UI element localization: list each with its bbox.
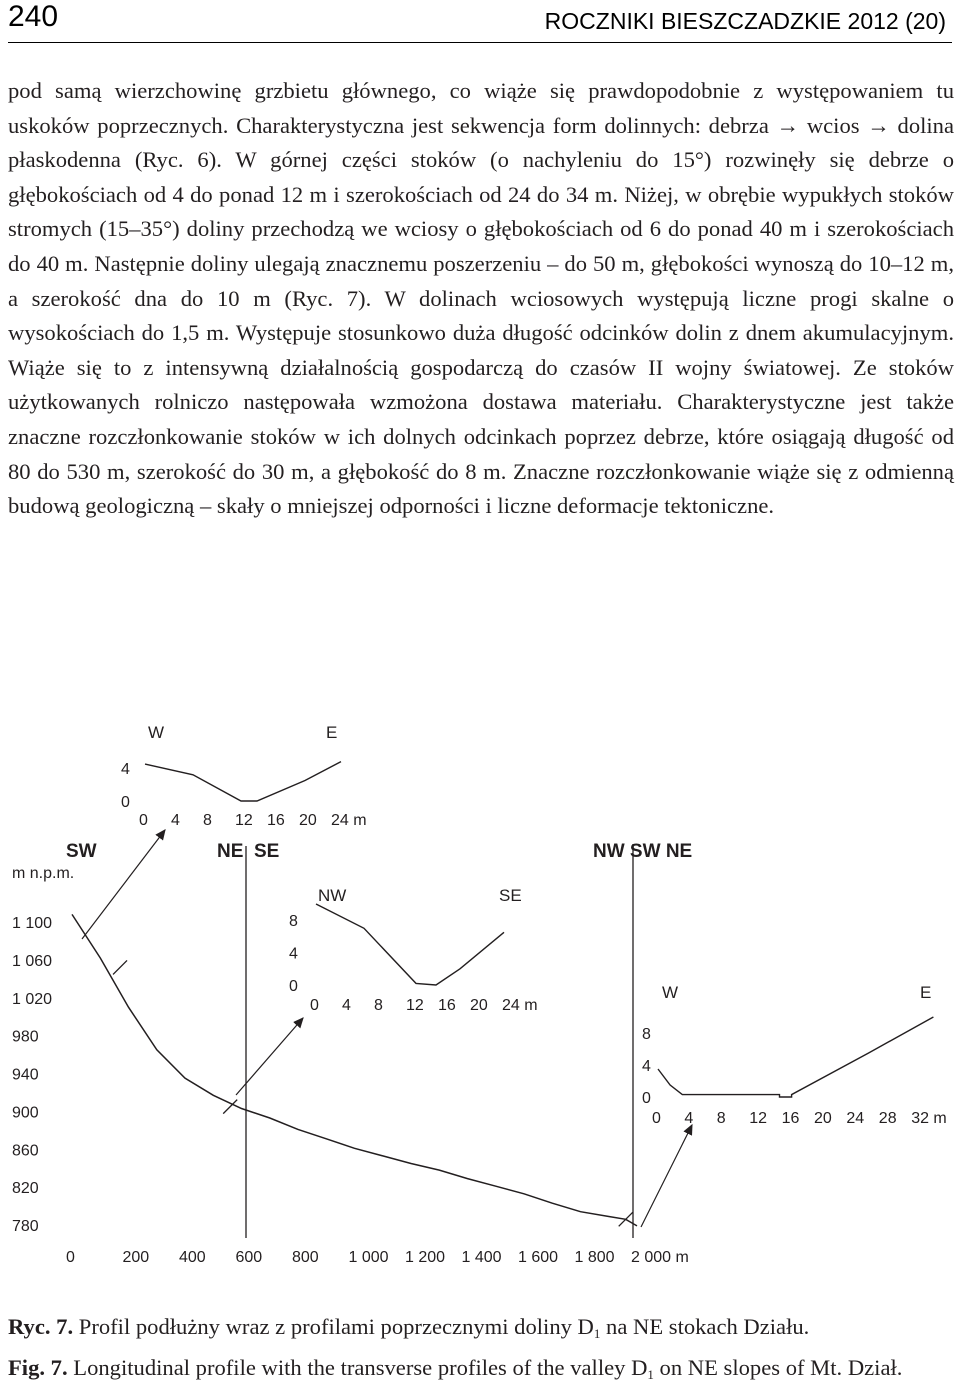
pointer-arrow — [641, 1125, 692, 1227]
x-axis-tick-labels — [66, 1249, 689, 1266]
x-tick-label: 1 800 — [574, 1249, 615, 1266]
y-tick-label: 900 — [12, 1104, 39, 1122]
inset-x-tick: 4 — [342, 997, 351, 1014]
profile-cross-marker — [619, 1212, 633, 1226]
caption-polish — [8, 1310, 954, 1351]
orientation-label-right: SE — [499, 886, 522, 905]
elevation-unit-label: m n.p.m. — [12, 865, 75, 882]
y-tick-label: 980 — [12, 1028, 39, 1046]
x-tick-label: 600 — [235, 1249, 263, 1266]
inset-x-tick: 16 — [781, 1110, 800, 1127]
x-tick-label: 1 200 — [405, 1249, 446, 1266]
inset-x-tick: 8 — [374, 997, 383, 1014]
inset-y-tick: 0 — [289, 978, 298, 995]
section-label-nw-sw-ne: NW SW NE — [593, 841, 693, 862]
orientation-label-right: E — [920, 983, 932, 1002]
caption-en-label: Fig. 7. — [8, 1355, 68, 1380]
orientation-label-left: W — [148, 723, 165, 742]
transverse-profile-insets — [121, 723, 947, 1127]
inset-y-tick: 4 — [121, 761, 130, 779]
x-tick-label: 800 — [292, 1249, 319, 1266]
inset-x-tick: 32 m — [911, 1110, 947, 1127]
caption-pl-sub: 1 — [593, 1326, 601, 1341]
body-paragraph: pod samą wierzchowinę grzbietu głównego, co wiąże się prawdopodobnie z występowaniem tu uskoków poprzecznych. Charakterystyczna jest sekwencja form dolinnych: debrza → wcios → dolina płaskodenna (Ryc. 6). W górnej części stoków (o nachyleniu do 15°) rozwinęły się debrze o głębokościach od 4 do ponad 12 m i szerokościach od 24 do 34 m. Niżej, w obrębie wypukłych stoków stromych (15–35°) doliny przechodzą we wciosy o głębokościach od 6 do ponad 40 m i szerokościach do 40 m. Następnie doliny ulegają znacznemu poszerzeniu – do 50 m, głębokości wynoszą do 10–12 m, a szerokość dna do 10 m (Ryc. 7). W dolinach wciosowych występują liczne progi skalne o wysokościach do 1,5 m. Występuje stosunkowo duża długość odcinków dolin z dnem akumulacyjnym. Wiąże się to z intensywną działalnością gospodarczą do czasów II wojny światowej. Ze stoków użytkowanych rolniczo następowała wzmożona dostawa materiału. Charakterystyczne jest także znaczne rozczłonkowanie stoków w ich dolnych odcinkach poprzez debrze, które osiągają długość od 80 do 530 m, szerokość do 30 m, a głębokość do 8 m. Znaczne rozczłonkowanie wiąże się z odmienną budową geologiczną – skały o mniejszej odporności i liczne deformacje tektoniczne. — [8, 78, 954, 519]
profile-cross-marker — [113, 960, 127, 974]
y-tick-label: 780 — [12, 1218, 39, 1235]
running-head: ROCZNIKI BIESZCZADZKIE 2012 (20) — [544, 8, 946, 34]
caption-en-text: Longitudinal profile with the transverse profiles of the valley D — [73, 1355, 648, 1380]
y-tick-label: 1 020 — [12, 990, 53, 1008]
profile-figure-svg — [0, 700, 960, 1300]
orientation-label-right: E — [326, 723, 338, 742]
x-tick-label: 2 000 m — [631, 1249, 689, 1266]
inset-x-tick: 16 — [438, 997, 456, 1014]
inset-valley-profile — [145, 762, 341, 801]
x-tick-label: 400 — [179, 1249, 206, 1266]
inset-x-tick: 20 — [814, 1110, 832, 1127]
inset-x-tick: 12 — [749, 1110, 767, 1127]
x-tick-label: 200 — [122, 1249, 150, 1266]
caption-en-sub: 1 — [647, 1367, 654, 1382]
caption-english — [8, 1351, 954, 1392]
section-label-sw: SW — [66, 841, 97, 862]
x-tick-label: 1 400 — [461, 1249, 502, 1266]
transverse-profile-3 — [642, 983, 947, 1127]
x-tick-label: 0 — [66, 1249, 75, 1266]
inset-x-tick: 24 — [846, 1110, 865, 1127]
inset-y-tick: 0 — [642, 1090, 651, 1107]
inset-x-tick: 4 — [684, 1110, 694, 1127]
inset-x-tick: 4 — [171, 812, 180, 829]
inset-x-tick: 20 — [299, 812, 317, 829]
figure-caption — [8, 1310, 954, 1392]
caption-pl-text: Profil podłużny wraz z profilami poprzecznymi doliny D — [78, 1314, 594, 1339]
transverse-profile-1 — [121, 723, 367, 829]
figure-ryc-7 — [0, 700, 960, 1300]
inset-y-tick: 4 — [289, 945, 298, 963]
inset-x-tick: 24 m — [331, 812, 367, 829]
inset-x-tick: 16 — [267, 812, 285, 829]
inset-y-tick: 8 — [289, 913, 298, 931]
x-tick-label: 1 600 — [518, 1249, 559, 1266]
inset-x-tick: 24 m — [502, 997, 538, 1014]
inset-x-tick: 12 — [235, 812, 253, 829]
orientation-label-left: NW — [318, 886, 347, 905]
inset-x-tick: 8 — [716, 1110, 726, 1127]
cross-section-markers — [113, 960, 633, 1226]
page-number: 240 — [8, 0, 59, 33]
caption-pl-text-end: na NE stokach Działu. — [606, 1314, 810, 1339]
longitudinal-profile-chart — [12, 841, 692, 1266]
inset-y-tick: 4 — [642, 1058, 651, 1075]
inset-x-tick: 12 — [406, 997, 424, 1014]
section-label-ne-se: NE SE — [217, 841, 280, 862]
orientation-label-left: W — [662, 983, 679, 1002]
header-rule — [8, 42, 952, 43]
inset-y-tick: 8 — [642, 1026, 651, 1043]
inset-x-tick: 0 — [652, 1110, 661, 1127]
longitudinal-profile-line — [72, 914, 637, 1226]
pointer-arrows — [82, 830, 692, 1227]
x-tick-label: 1 000 — [348, 1249, 389, 1266]
caption-pl-label: Ryc. 7. — [8, 1314, 74, 1339]
y-tick-label: 1 100 — [12, 915, 53, 932]
inset-x-tick: 0 — [139, 812, 148, 829]
y-tick-label: 860 — [12, 1142, 39, 1160]
caption-en-text-end: on NE slopes of Mt. Dział. — [659, 1355, 903, 1380]
inset-x-tick: 8 — [203, 812, 212, 829]
y-axis-tick-labels — [12, 915, 52, 1235]
inset-valley-profile — [316, 904, 504, 985]
y-tick-label: 820 — [12, 1180, 39, 1198]
transverse-profile-2 — [289, 886, 538, 1014]
y-tick-label: 940 — [12, 1066, 39, 1084]
inset-x-tick: 0 — [310, 997, 319, 1014]
inset-x-tick: 20 — [470, 997, 488, 1014]
inset-valley-profile — [658, 1017, 933, 1097]
inset-x-tick: 28 — [878, 1110, 897, 1127]
y-tick-label: 1 060 — [12, 952, 53, 970]
inset-y-tick: 0 — [121, 794, 130, 811]
